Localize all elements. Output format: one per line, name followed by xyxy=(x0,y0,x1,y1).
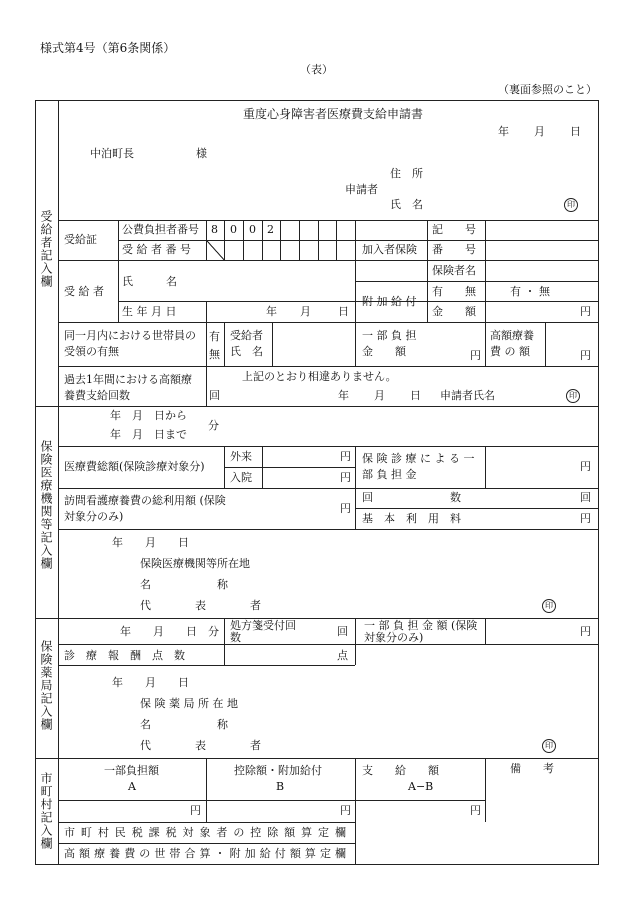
same-month-yes-no[interactable]: 有無 xyxy=(209,330,220,361)
bd-month: 月 xyxy=(300,305,311,318)
seal-mark: 印 xyxy=(564,198,578,212)
insurance-label: 加入者保険 xyxy=(362,243,417,256)
yen-unit: 円 xyxy=(340,502,351,515)
visiting-nursing-label: 訪問看護療養費の総利用額 (保険対象分のみ) xyxy=(64,494,226,523)
col-b-label: 控除額・附加給付 xyxy=(234,764,322,777)
reverse-note: （裏面参照のこと） xyxy=(498,83,597,96)
birthdate-label: 生 年 月 日 xyxy=(122,305,177,318)
rx-count-label: 処方箋受付回 数 xyxy=(230,619,340,644)
bango-label: 番 号 xyxy=(432,243,476,256)
bun-unit: 分 xyxy=(208,419,219,432)
total-medical-label: 医療費総額(保険診療対象分) xyxy=(64,460,205,473)
section-label-municipality: 市町村記入欄 xyxy=(39,772,53,850)
bd-year: 年 xyxy=(266,305,277,318)
count-label: 回 数 xyxy=(362,491,461,504)
inpatient-label: 入院 xyxy=(230,471,252,484)
tax-deduction-row: 市町村民税課税対象者の控除額算定欄 xyxy=(64,826,346,839)
payer-digit: 8 xyxy=(211,223,218,236)
honorific: 様 xyxy=(196,147,207,160)
seal-mark: 印 xyxy=(542,599,556,613)
period-to: 年 月 日まで xyxy=(110,428,187,441)
inst-rep-label: 代 表 者 xyxy=(140,599,261,612)
same-month-question: 同一月内における世帯員の受領の有無 xyxy=(64,329,196,358)
yen-unit: 円 xyxy=(580,349,591,362)
date-month: 月 xyxy=(534,125,545,138)
kai-unit: 回 xyxy=(580,491,591,504)
recipient-name-label: 氏 名 xyxy=(122,275,177,288)
yen-unit: 円 xyxy=(580,625,591,638)
col-a-sub: A xyxy=(128,780,136,793)
yen-unit: 円 xyxy=(580,512,591,525)
form-title: 重度心身障害者医療費支給申請書 xyxy=(243,107,424,121)
yen-unit: 円 xyxy=(340,450,351,463)
name-label: 氏 名 xyxy=(390,198,423,211)
seal-mark: 印 xyxy=(542,739,556,753)
public-payer-no-label: 公費負担者番号 xyxy=(122,223,199,236)
kigo-label: 記 号 xyxy=(432,223,476,236)
sign-day: 日 xyxy=(410,389,421,402)
col-a-label: 一部負担額 xyxy=(104,764,159,777)
section-label-recipient: 受給者記入欄 xyxy=(39,210,53,288)
remarks-label: 備 考 xyxy=(510,762,554,775)
sign-month: 月 xyxy=(374,389,385,402)
section-label-pharmacy: 保険薬局記入欄 xyxy=(39,640,53,731)
certify-text: 上記のとおり相違ありません。 xyxy=(242,370,397,383)
col-c-sub: A−B xyxy=(408,780,434,793)
ten-unit: 点 xyxy=(337,649,348,662)
umu-value[interactable]: 有 ・ 無 xyxy=(510,285,550,298)
kai-unit: 回 xyxy=(209,389,220,402)
address-label: 住 所 xyxy=(390,167,423,180)
col-b-sub: B xyxy=(276,780,285,793)
pharm-partial-burden-label: 一 部 負 担 金 額 (保険対象分のみ) xyxy=(364,619,478,644)
kai-unit: 回 xyxy=(337,625,348,638)
inst-date: 年 月 日 xyxy=(112,536,189,549)
household-total-row: 高額療養費の世帯合算・附加給付額算定欄 xyxy=(64,847,346,860)
insured-burden-label: 保 険 診 療 に よ る 一 部 負 担 金 xyxy=(362,452,475,481)
payer-digit: 0 xyxy=(249,223,256,236)
payer-digit: 2 xyxy=(267,223,274,236)
umu-label: 有 無 xyxy=(432,285,476,298)
past-year-question: 過去1年間における高額療養費支給回数 xyxy=(64,373,192,402)
section-label-institution: 保険医療機関等記入欄 xyxy=(39,440,53,570)
recipient-name-sub-label: 受給者氏 名 xyxy=(230,329,263,358)
yen-unit: 円 xyxy=(340,471,351,484)
medical-points-label: 診 療 報 酬 点 数 xyxy=(64,649,185,662)
date-day: 日 xyxy=(570,125,581,138)
addressee: 中泊町長 xyxy=(90,147,134,160)
col-c-label: 支 給 額 xyxy=(362,764,439,777)
basic-fee-label: 基 本 利 用 料 xyxy=(362,512,461,525)
pharm-rep-label: 代 表 者 xyxy=(140,739,261,752)
side-label: （表） xyxy=(300,63,333,76)
partial-burden-label: 一 部 負 担 金 額 xyxy=(362,329,417,358)
outpatient-label: 外来 xyxy=(230,450,252,463)
addl-benefit-label: 附 加 給 付 xyxy=(362,295,417,308)
recipient-no-label: 受 給 者 番 号 xyxy=(122,243,191,256)
kingaku-label: 金 額 xyxy=(432,305,476,318)
yen-unit: 円 xyxy=(580,460,591,473)
payer-digit: 0 xyxy=(230,223,237,236)
insurer-name-label: 保険者名 xyxy=(432,264,476,277)
applicant-label: 申請者 xyxy=(345,183,378,196)
yen-unit: 円 xyxy=(470,804,481,817)
bun-unit: 分 xyxy=(208,625,219,638)
pharm-address-label: 保 険 薬 局 所 在 地 xyxy=(140,697,238,710)
date-year: 年 xyxy=(498,125,509,138)
recipient-label: 受 給 者 xyxy=(64,285,104,298)
pharm-name-label: 名 称 xyxy=(140,718,228,731)
seal-mark: 印 xyxy=(566,389,580,403)
high-cost-amount-label: 高額療養費 の 額 xyxy=(490,329,534,358)
yen-unit: 円 xyxy=(470,349,481,362)
pharm-date: 年 月 日 xyxy=(112,676,189,689)
yen-unit: 円 xyxy=(580,305,591,318)
applicant-name-label: 申請者氏名 xyxy=(440,389,495,402)
pharm-period: 年 月 日 xyxy=(120,625,197,638)
yen-unit: 円 xyxy=(340,804,351,817)
recipient-cert-label: 受給証 xyxy=(64,233,97,246)
sign-year: 年 xyxy=(338,389,349,402)
bd-day: 日 xyxy=(338,305,349,318)
period-from: 年 月 日から xyxy=(110,409,187,422)
form-number: 様式第4号（第6条関係） xyxy=(40,41,176,55)
inst-name-label: 名 称 xyxy=(140,578,228,591)
inst-address-label: 保険医療機関等所在地 xyxy=(140,557,250,570)
yen-unit: 円 xyxy=(190,804,201,817)
